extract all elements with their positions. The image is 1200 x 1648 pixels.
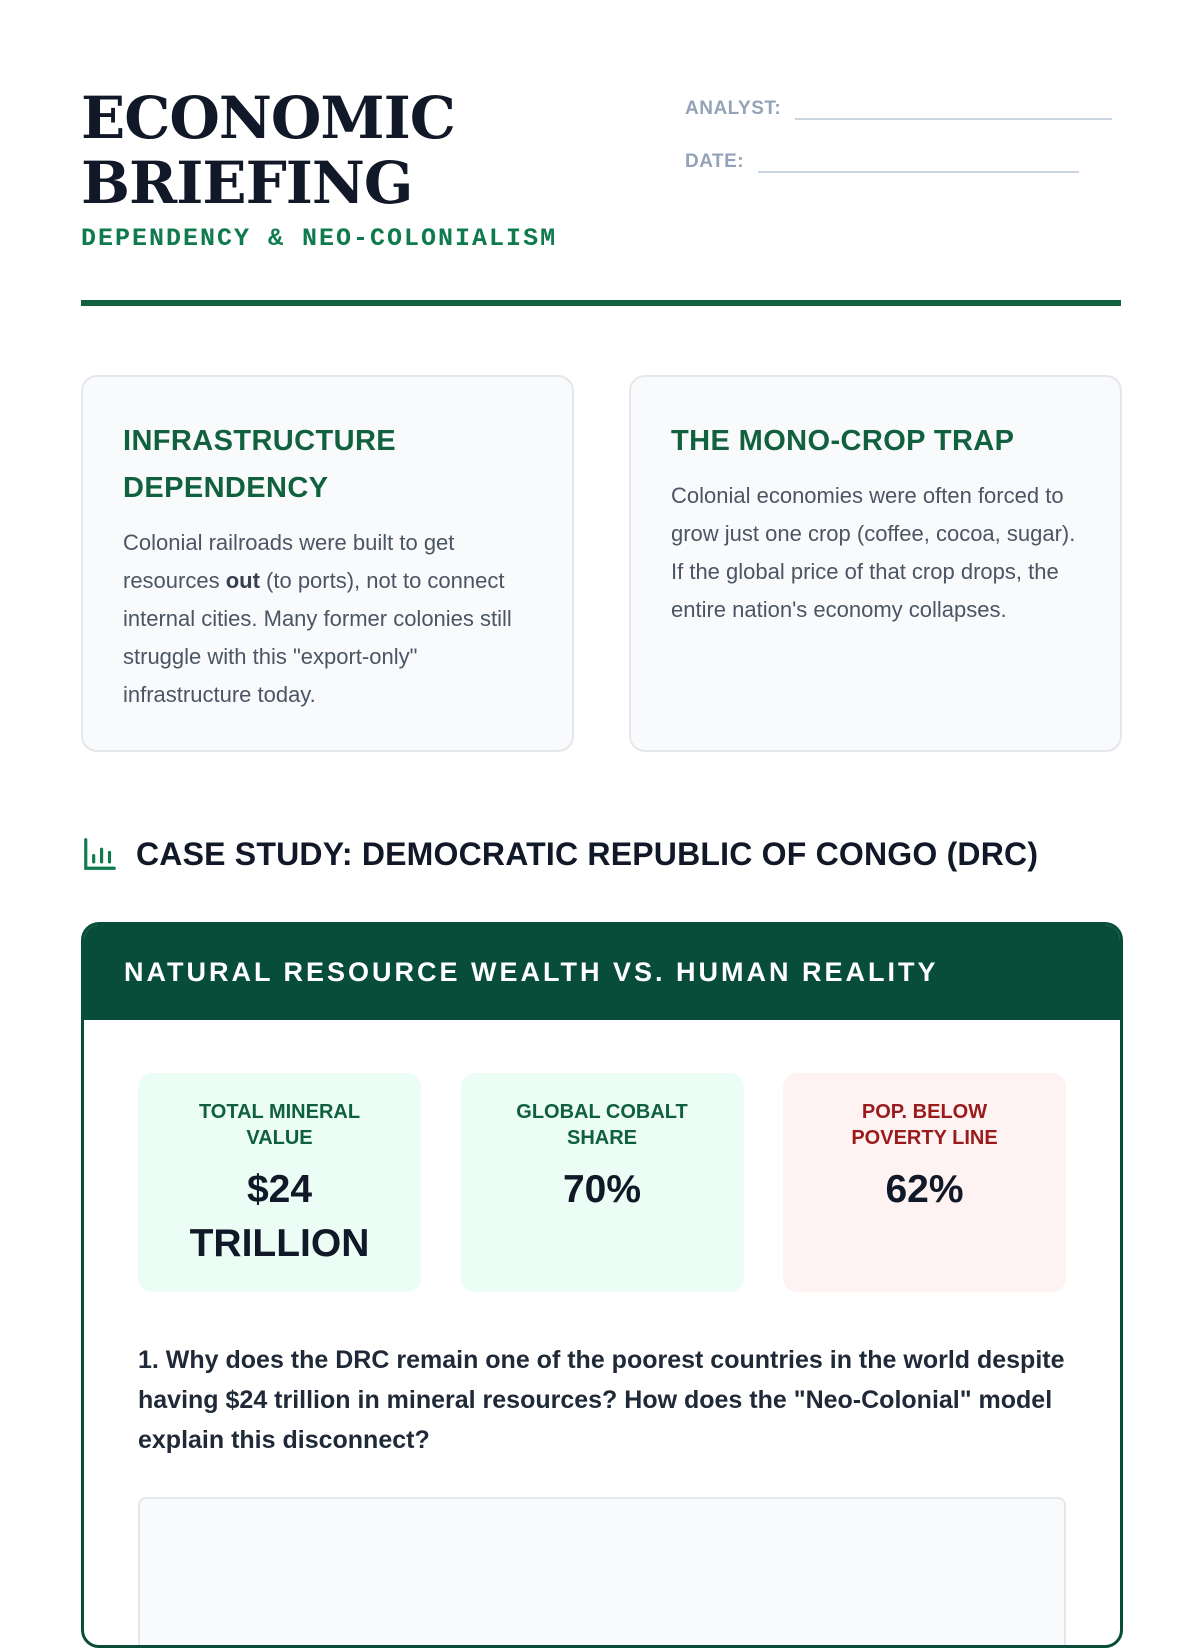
mono-crop-card-title: THE MONO-CROP TRAP (671, 425, 1015, 457)
cobalt-share-number: 70% (562, 1168, 642, 1211)
page-subtitle: DEPENDENCY & NEO-COLONIALISM (81, 224, 558, 253)
date-label: DATE: (685, 151, 745, 172)
bar-chart-icon (81, 835, 119, 873)
case-study-title: CASE STUDY: DEMOCRATIC REPUBLIC OF CONGO (DRC) (136, 835, 1039, 872)
infrastructure-card (81, 375, 574, 752)
poverty-number: 62% (885, 1168, 964, 1211)
page-title: ECONOMIC BRIEFING (81, 84, 455, 217)
infrastructure-card-title: INFRASTRUCTURE DEPENDENCY (123, 425, 397, 504)
mineral-value-label: TOTAL MINERAL VALUE (198, 1101, 361, 1149)
infrastructure-text-emphasis: out (225, 568, 260, 593)
question-1: 1. Why does the DRC remain one of the poorest countries in the world despite having $24 trillion in mineral resources? How does the "Neo-Colonial" model explain this disconnect? (138, 1346, 1065, 1454)
infrastructure-text-start: Colonial railroads were built to get resources (123, 530, 455, 593)
resource-stats (138, 1073, 1066, 1292)
analyst-input[interactable] (795, 90, 1112, 120)
header-divider (81, 300, 1121, 306)
case-study-heading (81, 835, 1038, 873)
mono-crop-card-text: Colonial economies were often forced to grow just one crop (coffee, cocoa, sugar). If the global price of that crop drops, the entire nation's economy collapses. (671, 483, 1076, 622)
case-study-panel-header (84, 925, 1120, 1020)
header-fields (685, 86, 1121, 192)
analyst-field-row (685, 86, 1121, 120)
poverty-stat (783, 1073, 1066, 1292)
cobalt-share-stat (461, 1073, 744, 1292)
case-study-panel (81, 922, 1123, 1648)
date-input[interactable] (758, 143, 1079, 173)
mineral-value-number: $24 TRILLION (189, 1168, 370, 1265)
infrastructure-card-text (123, 524, 532, 714)
cobalt-share-label: GLOBAL COBALT SHARE (516, 1101, 688, 1149)
page-header (81, 86, 1121, 306)
case-study-panel-title: NATURAL RESOURCE WEALTH VS. HUMAN REALITY (124, 957, 939, 987)
infrastructure-text-end: (to ports), not to connect internal cities. Many former colonies still struggle with this "export-only" infrastructure today. (123, 568, 512, 707)
answer-box[interactable] (138, 1497, 1066, 1648)
mineral-value-stat (138, 1073, 421, 1292)
mono-crop-card (629, 375, 1122, 752)
poverty-label: POP. BELOW POVERTY LINE (851, 1101, 998, 1149)
date-field-row (685, 139, 1121, 173)
analyst-label: ANALYST: (685, 98, 782, 119)
